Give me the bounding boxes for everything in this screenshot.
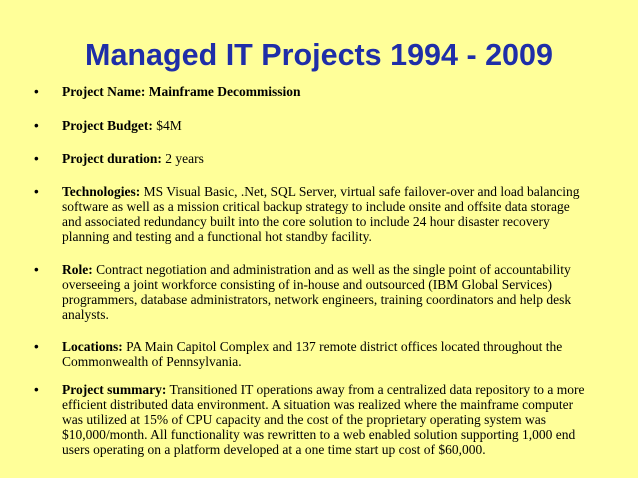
bullet-text: MS Visual Basic, .Net, SQL Server, virtual safe failover-over and load balancing software as well as a mission critical backup strategy to include onsite and offsite data storage and associated redundancy built into the core solution to include 24 hour disaster recovery planning and testing and a functional hot standby facility. <box>62 184 580 244</box>
bullet-icon: • <box>34 184 39 199</box>
bullet-project-budget <box>34 118 590 133</box>
bullet-label: Project duration: <box>62 151 162 166</box>
bullet-icon: • <box>34 151 39 166</box>
bullet-icon: • <box>34 382 39 397</box>
bullet-text: $4M <box>152 118 182 133</box>
bullet-label: Project summary: <box>62 382 167 397</box>
bullet-icon: • <box>34 84 39 99</box>
bullet-text: PA Main Capitol Complex and 137 remote district offices located throughout the Commonwealth of Pennsylvania. <box>62 339 563 369</box>
bullet-label: Project Name: Mainframe Decommission <box>62 84 301 99</box>
bullet-text: Contract negotiation and administration and as well as the single point of accountability overseeing a joint workforce consisting of in-house and outsourced (IBM Global Services) programmers, database administrators, network engineers, training coordinators and help desk analysts. <box>62 262 572 322</box>
bullet-label: Locations: <box>62 339 123 354</box>
bullet-project-name <box>34 84 590 99</box>
bullet-technologies <box>34 184 590 244</box>
bullet-role <box>34 262 590 322</box>
bullet-project-duration <box>34 151 590 166</box>
slide-title: Managed IT Projects 1994 - 2009 <box>85 38 553 72</box>
bullet-project-summary <box>34 382 590 457</box>
bullet-icon: • <box>34 262 39 277</box>
bullet-label: Technologies: <box>62 184 141 199</box>
bullet-text: Transitioned IT operations away from a centralized data repository to a more efficient distributed data environment. A situation was realized where the mainframe computer was utilized at 15% of CPU capacity and the cost of the proprietary operating system was $10,000/month. All functionality was rewritten to a web enabled solution supporting 1,000 end users operating on a platform developed at a one time start up cost of $60,000. <box>62 382 585 457</box>
bullet-icon: • <box>34 118 39 133</box>
bullet-text: 2 years <box>161 151 204 166</box>
bullet-label: Role: <box>62 262 93 277</box>
bullet-label: Project Budget: <box>62 118 153 133</box>
bullet-locations <box>34 339 590 369</box>
bullet-icon: • <box>34 339 39 354</box>
